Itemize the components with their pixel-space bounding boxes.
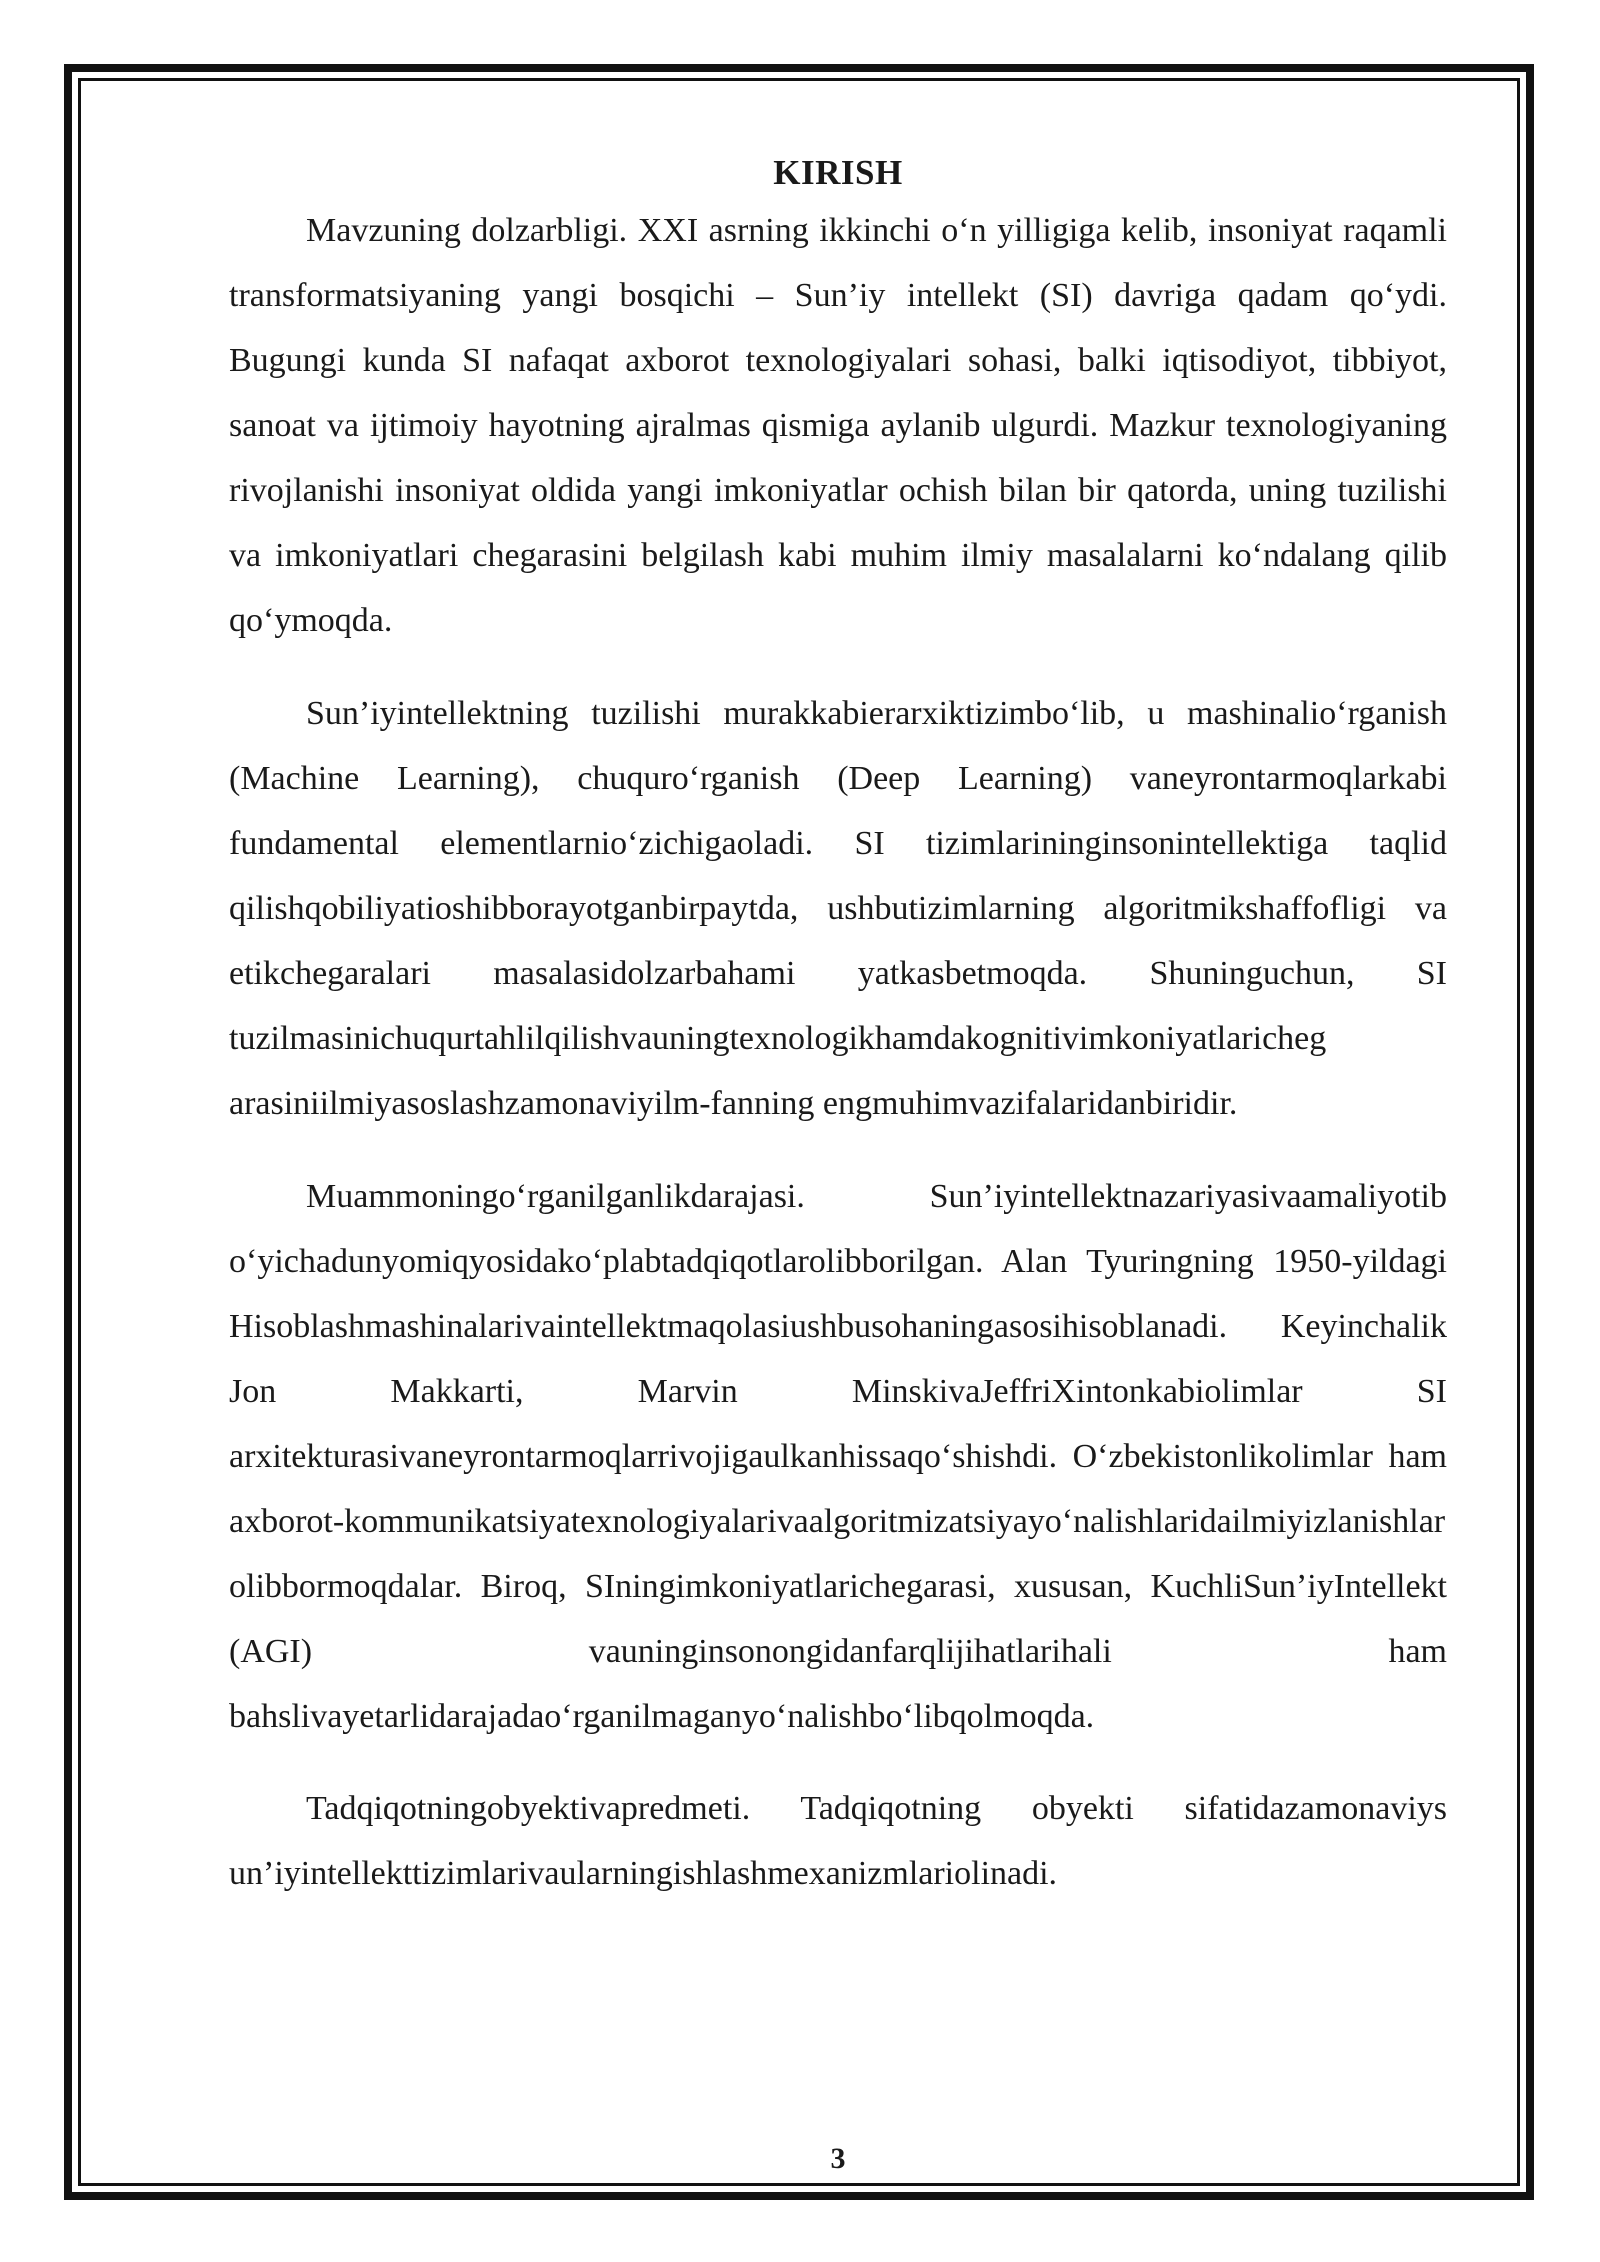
page-content: [229, 148, 1447, 1906]
section-title: KIRISH: [773, 153, 903, 192]
paragraph-object-subject: Tadqiqotningobyektivapredmeti. Tadqiqotning obyekti sifatidazamonaviys un’iyintellekttizimlarivaularningishlashmexanizmlariolinadi.: [229, 1790, 1447, 1892]
paragraph-structure: Sun’iyintellektning tuzilishi murakkabierarxiktizimbo‘lib, u mashinalio‘rganish (Machine Learning), chuquro‘rganish (Deep Learning) vaneyrontarmoqlarkabi fundamental elementlarnio‘zichigaoladi. SI tizimlarininginsonintellektiga taqlid qilishqobiliyatioshibborayotganbirpaytda, ushbutizimlarning algoritmikshaffofligi va etikchegaralari masalasidolzarbahami yatkasbetmoqda. Shuninguchun, SI tuzilmasinichuqurtahlilqilishvauningtexnologikhamdakognitivimkoniyatlaricheg arasiniilmiyasoslashzamonaviyilm-fanning engmuhimvazifalaridanbiridir.: [229, 695, 1447, 1122]
paragraph-relevance: Mavzuning dolzarbligi. XXI asrning ikkinchi o‘n yilligiga kelib, insoniyat raqamli transformatsiyaning yangi bosqichi – Sun’iy intellekt (SI) davriga qadam qo‘ydi. Bugungi kunda SI nafaqat axborot texnologiyalari sohasi, balki iqtisodiyot, tibbiyot, sanoat va ijtimoiy hayotning ajralmas qismiga aylanib ulgurdi. Mazkur texnologiyaning rivojlanishi insoniyat oldida yangi imkoniyatlar ochish bilan bir qatorda, uning tuzilishi va imkoniyatlari chegarasini belgilash kabi muhim ilmiy masalalarni ko‘ndalang qilib qo‘ymoqda.: [229, 212, 1447, 639]
paragraph-study-level: Muammoningo‘rganilganlikdarajasi. Sun’iyintellektnazariyasivaamaliyotib o‘yichadunyomiqyosidako‘plabtadqiqotlarolibborilgan. Alan Tyuringning 1950-yildagi Hisoblashmashinalarivaintellektmaqolasiushbusohaningasosihisoblanadi. Keyinchalik Jon Makkarti, Marvin MinskivaJeffriXintonkabiolimlar SI arxitekturasivaneyrontarmoqlarrivojigaulkanhissaqo‘shishdi. O‘zbekistonlikolimlar ham axborot-kommunikatsiyatexnologiyalarivaalgoritmizatsiyayo‘nalishlaridailmiyizlanishlar olibbormoqdalar. Biroq, SIningimkoniyatlarichegarasi, xususan, KuchliSun’iyIntellekt (AGI) vauninginsonongidanfarqlijihatlarihali ham bahslivayetarlidarajadao‘rganilmaganyo‘nalishbo‘libqolmoqda.: [229, 1178, 1447, 1735]
page-number: 3: [830, 2142, 846, 2175]
